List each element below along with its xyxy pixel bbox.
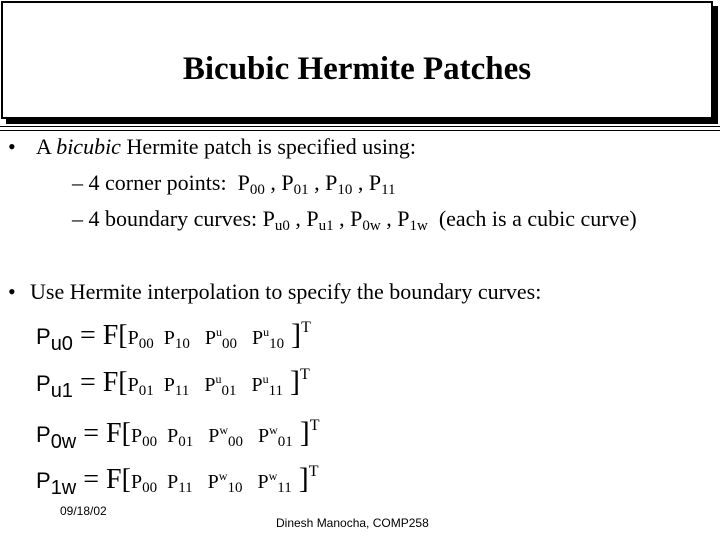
title-box	[1, 1, 713, 119]
corner-points-line: – 4 corner points: P00 , P01 , P10 , P11	[72, 170, 396, 198]
bullet-dot: •	[8, 134, 16, 159]
bullet-text: A bicubic Hermite patch is specified using:	[36, 134, 417, 159]
equation-pu1: $P_{u1} = F[P_{01}$ $P_{11}$ $P^u_{01}$ $P^u_{11}$ ]$^T$	[36, 365, 310, 402]
footer-date: 09/18/02	[60, 504, 107, 518]
equation-pu0: $P_{u0} = F[P_{00}$ $P_{10}$ $P^u_{00}$ $P^u_{10}$ ]$^T$	[36, 318, 311, 355]
equation-p0w: $P_{0w} = F[P_{00}$ $P_{01}$ $P^w_{00}$ $P^w_{01}$ ]$^T$	[36, 416, 320, 453]
equation-p1w: $P_{1w} = F[P_{00}$ $P_{11}$ $P^w_{10}$ $P^w_{11}$ ]$^T$	[36, 462, 319, 499]
divider-line	[0, 126, 720, 127]
divider-line	[0, 130, 720, 131]
boundary-curves-line: – 4 boundary curves: Pu0 , Pu1 , P0w , P1w (each is a cubic curve)	[72, 206, 637, 234]
bullet-dot: •	[8, 279, 16, 304]
footer-author: Dinesh Manocha, COMP258	[276, 516, 429, 530]
bullet-text: Use Hermite interpolation to specify the boundary curves:	[30, 279, 542, 304]
slide-title: Bicubic Hermite Patches	[182, 51, 532, 87]
